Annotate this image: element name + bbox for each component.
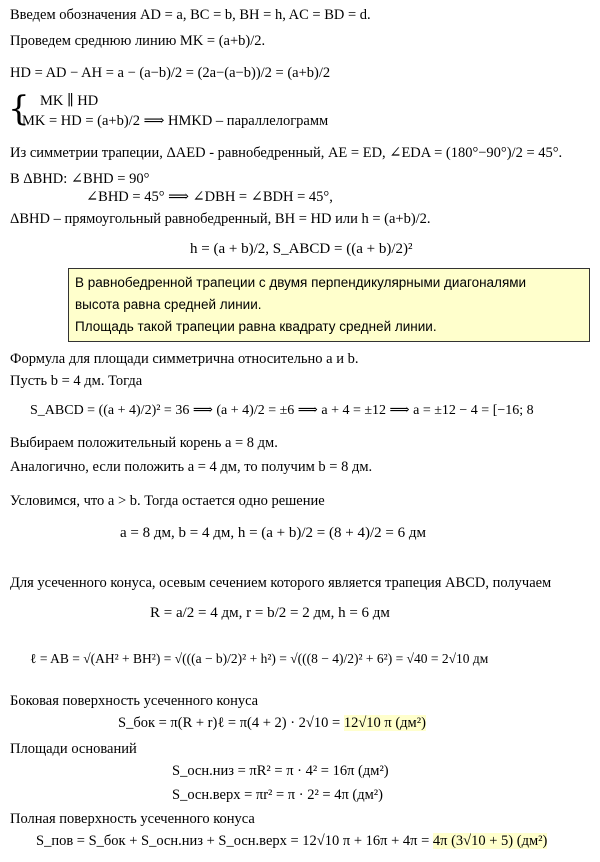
radii-values: R = a/2 = 4 дм, r = b/2 = 2 дм, h = 6 дм bbox=[150, 605, 390, 621]
analogously: Аналогично, если положить a = 4 дм, то получим b = 8 дм. bbox=[10, 459, 373, 475]
total-surface-calc: S_пов = S_бок + S_осн.низ + S_осн.верх = 12√10 π + 16π + 4π = bbox=[36, 833, 433, 849]
highlight-box bbox=[68, 268, 590, 342]
cone-intro: Для усеченного конуса, осевым сечением которого является трапеция ABCD, получаем bbox=[10, 575, 552, 591]
symmetry-line: Из симметрии трапеции, ΔAED - равнобедренный, AE = ED, ∠EDA = (180°−90°)/2 = 45°. bbox=[10, 145, 563, 161]
slant-height: ℓ = AB = √(AH² + BH²) = √(((a − b)/2)² + h²) = √(((8 − 4)/2)² + 6²) = √40 = 2√10 дм bbox=[30, 651, 489, 666]
total-surface-result: 4π (3√10 + 5) (дм²) bbox=[432, 833, 548, 849]
hd-derivation: HD = AD − AH = a − (a−b)/2 = (2a−(a−b))/2 = (a+b)/2 bbox=[10, 65, 331, 81]
let-b: Пусть b = 4 дм. Тогда bbox=[10, 373, 143, 389]
bhd-system-2: ∠BHD = 45° ⟹ ∠DBH = ∠BDH = 45°, bbox=[86, 189, 333, 205]
total-surface-title: Полная поверхность усеченного конуса bbox=[10, 811, 255, 827]
system-line-2: MK = HD = (a+b)/2 ⟹ HMKD – параллелограмм bbox=[22, 113, 329, 129]
lateral-surface-calc: S_бок = π(R + r)ℓ = π(4 + 2) · 2√10 = bbox=[118, 715, 344, 731]
positive-root: Выбираем положительный корень a = 8 дм. bbox=[10, 435, 278, 451]
assume-a-gt-b: Условимся, что a > b. Тогда остается одно решение bbox=[10, 493, 325, 509]
total-surface-eq bbox=[36, 834, 547, 849]
bhd-system-1: В ΔBHD: ∠BHD = 90° bbox=[10, 171, 150, 187]
solution-values: a = 8 дм, b = 4 дм, h = (a + b)/2 = (8 + 4)/2 = 6 дм bbox=[120, 525, 426, 541]
lateral-surface-result: 12√10 π (дм²) bbox=[343, 715, 426, 731]
upper-base: S_осн.верх = πr² = π · 2² = 4π (дм²) bbox=[172, 787, 383, 803]
box-line-2: высота равна средней линии. bbox=[75, 297, 262, 312]
intro-notation: Введем обозначения AD = a, BC = b, BH = h, AC = BD = d. bbox=[10, 7, 371, 23]
system-line-1: MK ∥ HD bbox=[40, 93, 99, 109]
area-equation: S_ABCD = ((a + 4)/2)² = 36 ⟹ (a + 4)/2 = ±6 ⟹ a + 4 = ±12 ⟹ a = ±12 − 4 = [−16; 8 bbox=[30, 403, 534, 418]
lower-base: S_осн.низ = πR² = π · 4² = 16π (дм²) bbox=[172, 763, 389, 779]
box-line-1: В равнобедренной трапеции с двумя перпендикулярными диагоналями bbox=[75, 275, 527, 290]
bhd-conclusion: ΔBHD – прямоугольный равнобедренный, BH = HD или h = (a+b)/2. bbox=[10, 211, 431, 227]
area-formula: h = (a + b)/2, S_ABCD = ((a + b)/2)² bbox=[190, 241, 413, 257]
system-brace: { bbox=[8, 89, 30, 129]
midline-def: Проведем среднюю линию MK = (a+b)/2. bbox=[10, 33, 266, 49]
symmetry-note: Формула для площади симметрична относительно a и b. bbox=[10, 351, 359, 367]
box-line-3: Площадь такой трапеции равна квадрату средней линии. bbox=[75, 319, 437, 334]
lateral-surface-eq bbox=[118, 716, 426, 731]
bases-title: Площади оснований bbox=[10, 741, 137, 757]
lateral-surface-title: Боковая поверхность усеченного конуса bbox=[10, 693, 259, 709]
